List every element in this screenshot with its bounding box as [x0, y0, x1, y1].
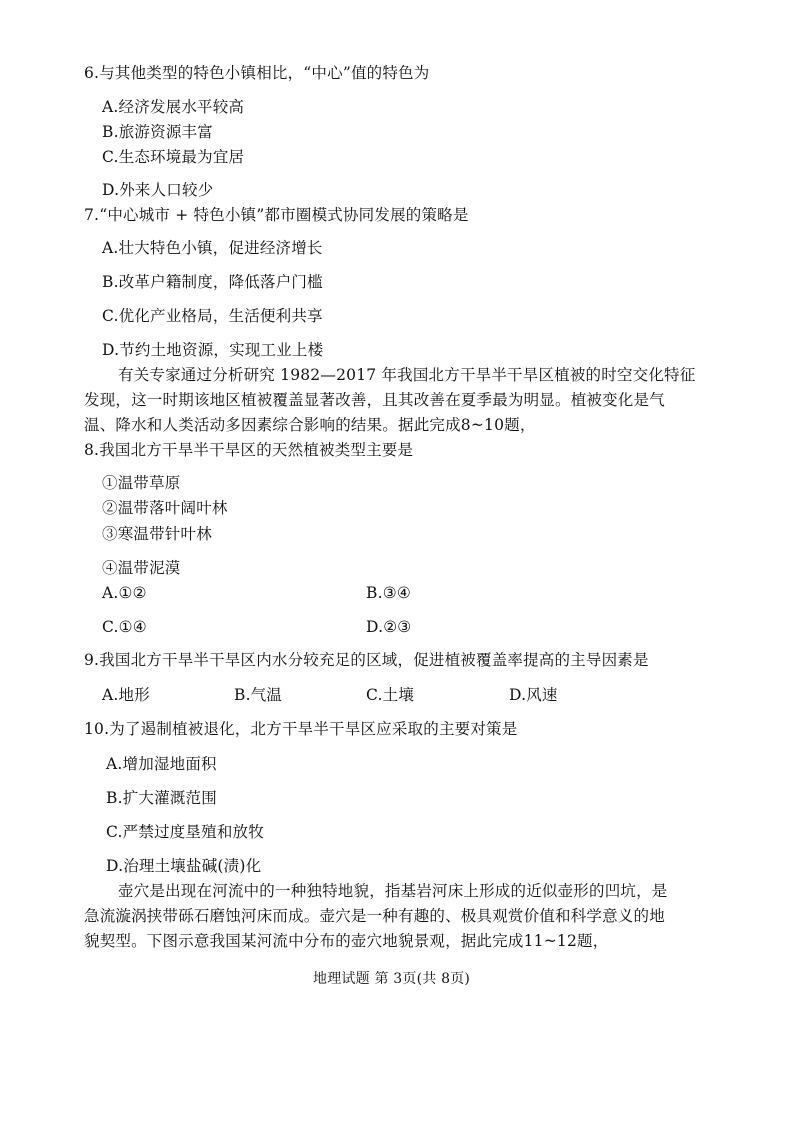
- question-7-option-b: B.改革户籍制度，降低落户门槛: [102, 273, 323, 291]
- question-10-option-a: A.增加湿地面积: [106, 755, 217, 773]
- question-8-item-2: ②温带落叶阔叶林: [102, 499, 228, 517]
- passage-1-line-1: 有关专家通过分析研究 1982—2017 年我国北方干旱半干旱区植被的时空交化特征: [118, 366, 696, 384]
- question-9-option-c: C.土壤: [366, 686, 415, 704]
- question-9-option-b: B.气温: [234, 686, 283, 704]
- question-6-option-c: C.生态环境最为宜居: [102, 148, 245, 166]
- passage-1-line-2: 发现，这一时期该地区植被覆盖显著改善，且其改善在夏季最为明显。植被变化是气: [84, 391, 665, 409]
- question-7-option-a: A.壮大特色小镇，促进经济增长: [102, 239, 323, 257]
- question-10-option-c: C.严禁过度垦殖和放牧: [106, 823, 264, 841]
- question-8-option-c: C.①④: [102, 618, 147, 636]
- passage-1-line-3: 温、降水和人类活动多因素综合影响的结果。据此完成8~10题，: [84, 416, 536, 434]
- question-9-option-a: A.地形: [102, 686, 150, 704]
- question-8-stem: 8.我国北方干旱半干旱区的天然植被类型主要是: [84, 441, 414, 459]
- question-6-option-b: B.旅游资源丰富: [102, 123, 213, 141]
- question-7-stem: 7.“中心城市 + 特色小镇”都市圈模式协同发展的策略是: [84, 206, 469, 224]
- question-9-stem: 9.我国北方干旱半干旱区内水分较充足的区域，促进植被覆盖率提高的主导因素是: [84, 651, 649, 669]
- question-7-option-c: C.优化产业格局，生活便利共享: [102, 307, 323, 325]
- passage-2-line-1: 壶穴是出现在河流中的一种独特地貌，指基岩河床上形成的近似壶形的凹坑，是: [118, 882, 668, 900]
- question-9-option-d: D.风速: [509, 686, 558, 704]
- question-6-option-d: D.外来人口较少: [102, 181, 214, 199]
- question-8-item-1: ①温带草原: [102, 474, 181, 492]
- question-8-item-4: ④温带泥漠: [102, 559, 181, 577]
- question-8-option-a: A.①②: [102, 584, 147, 602]
- question-8-option-b: B.③④: [366, 584, 411, 602]
- question-7-option-d: D.节约土地资源，实现工业上楼: [102, 341, 324, 359]
- question-8-option-d: D.②③: [366, 618, 412, 636]
- passage-2-line-3: 貌契型。下图示意我国某河流中分布的壶穴地貌景观，据此完成11~12题，: [84, 932, 609, 950]
- question-6-option-a: A.经济发展水平较高: [102, 98, 245, 116]
- question-10-stem: 10.为了遏制植被退化，北方干旱半干旱区应采取的主要对策是: [84, 720, 518, 738]
- question-6-stem: 6.与其他类型的特色小镇相比，“中心”值的特色为: [84, 64, 430, 82]
- passage-2-line-2: 急流漩涡挟带砾石磨蚀河床而成。壶穴是一种有趣的、极具观赏价值和科学意义的地: [84, 907, 665, 925]
- question-8-item-3: ③寒温带针叶林: [102, 525, 212, 543]
- question-10-option-d: D.治理土壤盐碱(渍)化: [106, 857, 262, 875]
- page-footer: 地理试题 第 3页(共 8页): [313, 971, 471, 987]
- question-10-option-b: B.扩大灌溉范围: [106, 789, 217, 807]
